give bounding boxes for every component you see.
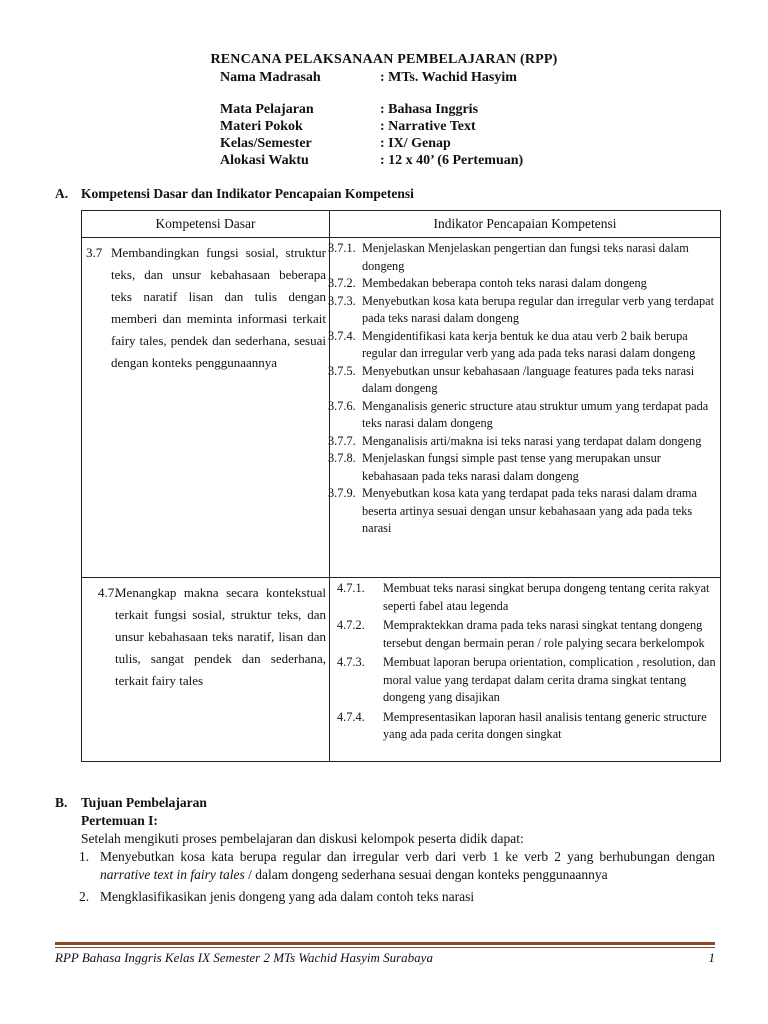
indicator-text: Menyebutkan unsur kebahasaan /language features pada teks narasi dalam dongeng — [362, 363, 695, 395]
indicator-number: 4.7.3. — [337, 655, 365, 669]
indicator-text: Menganalisis generic structure atau struktur umum yang terdapat pada teks narasi dalam dongeng — [362, 398, 709, 430]
list-item — [55, 888, 715, 906]
identity-row-class — [220, 136, 451, 152]
indicator-item — [328, 433, 717, 451]
indicator-item — [337, 709, 717, 744]
identity-row-time — [220, 153, 523, 169]
identity-value: : IX/ Genap — [380, 136, 451, 151]
identity-key: Materi Pokok — [220, 119, 303, 134]
indicator-text: Membuat laporan berupa orientation, complication , resolution, dan moral value yang terdapat dalam cerita drama singkat tentang dongeng yang disajikan — [383, 655, 716, 704]
indicator-cell — [330, 578, 721, 762]
table-row — [82, 578, 721, 762]
indicator-item — [328, 240, 717, 275]
document-title: RENCANA PELAKSANAAN PEMBELAJARAN (RPP) — [210, 52, 558, 67]
indicator-item — [328, 398, 717, 433]
kd-number: 4.7. — [98, 585, 118, 600]
identity-key: Mata Pelajaran — [220, 102, 314, 117]
identity-row-madrasah — [220, 70, 517, 86]
indicator-number: 3.7.6. — [328, 398, 356, 413]
section-letter: A. — [55, 186, 69, 201]
meeting-label: Pertemuan I: — [81, 813, 158, 828]
identity-key: Nama Madrasah — [220, 70, 321, 85]
identity-key: Alokasi Waktu — [220, 153, 309, 168]
table-row — [82, 238, 721, 578]
indicator-item — [337, 654, 717, 707]
section-b-heading — [55, 794, 715, 812]
section-b — [55, 794, 715, 906]
indicator-cell — [330, 238, 721, 578]
identity-value: : Narrative Text — [380, 119, 476, 134]
page-footer — [55, 950, 715, 966]
indicator-item — [337, 617, 717, 652]
indicator-item — [328, 485, 717, 538]
competency-table — [81, 210, 721, 762]
indicator-number: 3.7.7. — [328, 433, 356, 448]
indicator-text: Mempresentasikan laporan hasil analisis tentang generic structure yang ada pada cerita dongen singkat — [383, 709, 707, 741]
indicator-item — [328, 363, 717, 398]
indicator-number: 4.7.4. — [337, 709, 365, 724]
footer-divider-thin — [55, 947, 715, 948]
footer-text: RPP Bahasa Inggris Kelas IX Semester 2 MTs Wachid Hasyim Surabaya — [55, 950, 433, 965]
identity-row-subject — [220, 102, 478, 118]
indicator-text: Menjelaskan fungsi simple past tense yang merupakan unsur kebahasaan pada teks narasi dalam dongeng — [362, 451, 661, 483]
footer-divider — [55, 942, 715, 945]
kd-cell — [82, 238, 330, 578]
list-item — [55, 848, 715, 884]
indicator-item — [328, 275, 717, 293]
identity-value: : MTs. Wachid Hasyim — [380, 70, 517, 85]
identity-value: : Bahasa Inggris — [380, 102, 479, 117]
indicator-text: Menyebutkan kosa kata berupa regular dan irregular verb yang terdapat pada teks narasi dalam dongeng — [362, 293, 715, 325]
list-number: 2. — [79, 889, 90, 904]
indicator-number: 3.7.1. — [328, 241, 356, 255]
identity-key: Kelas/Semester — [220, 136, 312, 151]
indicator-number: 3.7.3. — [328, 293, 356, 308]
column-header-indikator: Indikator Pencapaian Kompetensi — [330, 211, 721, 238]
objective-list — [55, 848, 715, 906]
objective-intro: Setelah mengikuti proses pembelajaran dan diskusi kelompok peserta didik dapat: — [81, 831, 524, 846]
indicator-number: 3.7.9. — [328, 486, 356, 500]
kd-text: Membandingkan fungsi sosial, struktur teks, dan unsur kebahasaan beberapa teks naratif lisan dan tulis dengan memberi dan meminta informasi terkait fairy tales, pendek dan sederhana, sesuai dengan konteks penggunaannya — [111, 245, 326, 370]
page-number: 1 — [708, 950, 715, 965]
indicator-item — [328, 328, 717, 363]
indicator-number: 4.7.1. — [337, 581, 365, 595]
indicator-text: Menyebutkan kosa kata yang terdapat pada teks narasi dalam drama beserta artinya sesuai dengan unsur kebahasaan yang ada pada teks narasi — [362, 486, 697, 535]
section-title: Kompetensi Dasar dan Indikator Pencapaian Kompetensi — [81, 186, 414, 201]
indicator-text: Membedakan beberapa contoh teks narasi dalam dongeng — [362, 276, 647, 290]
indicator-item — [328, 293, 717, 328]
kd-text: Menangkap makna secara kontekstual terkait fungsi sosial, struktur teks, dan unsur kebahasaan teks naratif, lisan dan tulis, sangat pendek dan sederhana, terkait fairy tales — [115, 585, 326, 688]
objective-emphasis: narrative text in fairy tales — [100, 867, 245, 882]
kd-number: 3.7 — [86, 245, 103, 260]
indicator-number: 3.7.4. — [328, 328, 356, 343]
indicator-text: Mengidentifikasi kata kerja bentuk ke dua atau verb 2 baik berupa regular dan irregular verb yang ada pada teks narasi dalam dongeng — [362, 328, 696, 360]
objective-text-continued: / dalam dongeng sederhana sesuai dengan konteks penggunaannya — [244, 867, 608, 882]
indicator-number: 3.7.5. — [328, 363, 356, 378]
objective-text: Menyebutkan kosa kata berupa regular dan irregular verb dari verb 1 ke verb 2 yang berhubungan dengan — [100, 849, 715, 864]
section-a-heading — [55, 186, 414, 202]
indicator-number: 3.7.8. — [328, 451, 356, 465]
identity-row-topic — [220, 119, 476, 135]
indicator-number: 3.7.2. — [328, 276, 356, 290]
indicator-number: 4.7.2. — [337, 618, 365, 632]
column-header-kompetensi-dasar: Kompetensi Dasar — [82, 211, 330, 238]
identity-value: : 12 x 40’ (6 Pertemuan) — [380, 153, 524, 168]
indicator-text: Membuat teks narasi singkat berupa dongeng tentang cerita rakyat seperti fabel atau legenda — [383, 581, 710, 613]
section-letter: B. — [55, 795, 68, 810]
indicator-text: Mempraktekkan drama pada teks narasi singkat tentang dongeng tersebut dengan bermain peran / role palying secara berkelompok — [383, 618, 705, 650]
list-number: 1. — [79, 849, 90, 864]
indicator-item — [328, 450, 717, 485]
section-title: Tujuan Pembelajaran — [81, 795, 207, 810]
indicator-text: Menjelaskan Menjelaskan pengertian dan fungsi teks narasi dalam dongeng — [362, 241, 689, 273]
indicator-item — [337, 580, 717, 615]
indicator-text: Menganalisis arti/makna isi teks narasi yang terdapat dalam dongeng — [362, 433, 702, 448]
kd-cell — [82, 578, 330, 762]
objective-text: Mengklasifikasikan jenis dongeng yang ada dalam contoh teks narasi — [100, 889, 475, 904]
